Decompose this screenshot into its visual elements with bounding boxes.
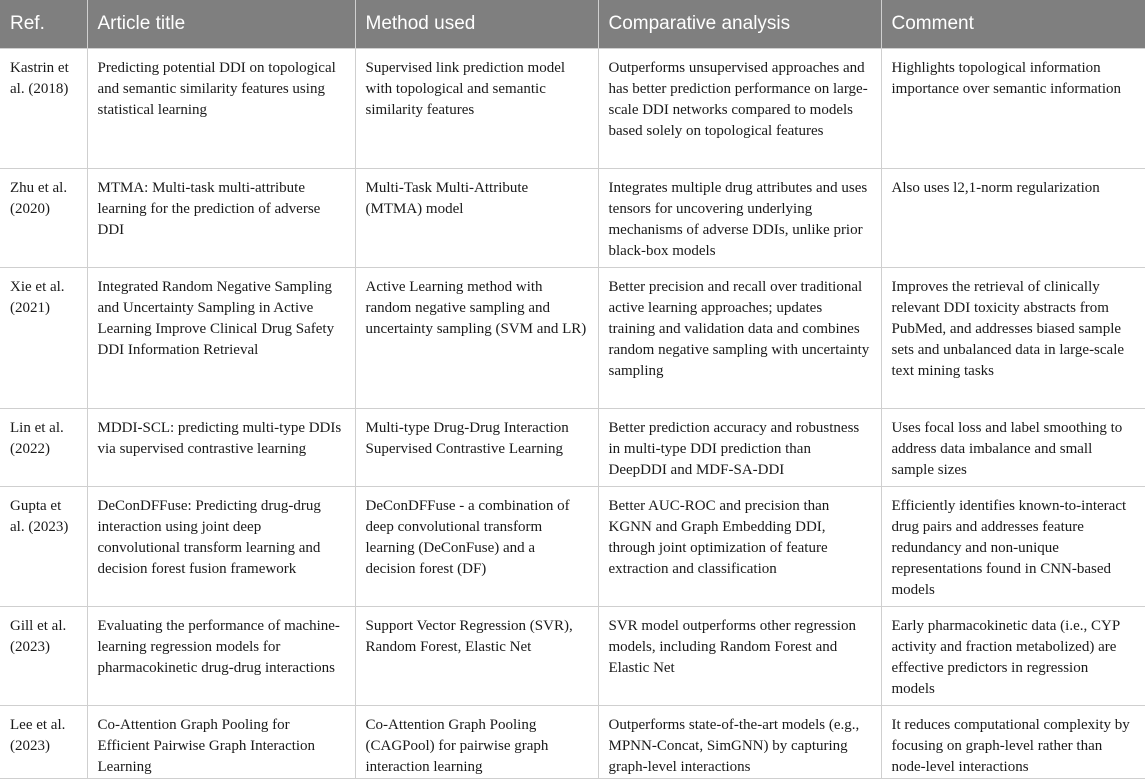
cell-comment: Highlights topological information importance over semantic information: [881, 48, 1145, 168]
cell-method-used: DeConDFFuse - a combination of deep convolutional transform learning (DeConFuse) and a decision forest (DF): [355, 486, 598, 606]
cell-comparative-analysis: Outperforms state-of-the-art models (e.g., MPNN-Concat, SimGNN) by capturing graph-level interactions: [598, 705, 881, 778]
cell-ref: Lin et al. (2022): [0, 408, 87, 486]
cell-article-title: Co-Attention Graph Pooling for Efficient Pairwise Graph Interaction Learning: [87, 705, 355, 778]
cell-comparative-analysis: Better AUC-ROC and precision than KGNN and Graph Embedding DDI, through joint optimization of feature extraction and classification: [598, 486, 881, 606]
cell-ref: Zhu et al. (2020): [0, 168, 87, 267]
table-row: [0, 408, 1145, 486]
header-comparative-analysis: Comparative analysis: [598, 0, 881, 48]
cell-comment: Early pharmacokinetic data (i.e., CYP activity and fraction metabolized) are effective predictors in regression models: [881, 606, 1145, 705]
cell-method-used: Active Learning method with random negative sampling and uncertainty sampling (SVM and LR): [355, 267, 598, 408]
cell-method-used: Co-Attention Graph Pooling (CAGPool) for pairwise graph interaction learning: [355, 705, 598, 778]
cell-comparative-analysis: Integrates multiple drug attributes and uses tensors for uncovering underlying mechanisms of adverse DDIs, unlike prior black-box models: [598, 168, 881, 267]
cell-article-title: Evaluating the performance of machine-learning regression models for pharmacokinetic drug-drug interactions: [87, 606, 355, 705]
cell-ref: Gupta et al. (2023): [0, 486, 87, 606]
cell-article-title: Integrated Random Negative Sampling and Uncertainty Sampling in Active Learning Improve Clinical Drug Safety DDI Information Retrieval: [87, 267, 355, 408]
cell-method-used: Multi-Task Multi-Attribute (MTMA) model: [355, 168, 598, 267]
cell-comment: It reduces computational complexity by focusing on graph-level rather than node-level interactions: [881, 705, 1145, 778]
header-comment: Comment: [881, 0, 1145, 48]
cell-method-used: Multi-type Drug-Drug Interaction Supervised Contrastive Learning: [355, 408, 598, 486]
cell-ref: Xie et al. (2021): [0, 267, 87, 408]
table-row: [0, 486, 1145, 606]
cell-comment: Uses focal loss and label smoothing to address data imbalance and small sample sizes: [881, 408, 1145, 486]
cell-method-used: Supervised link prediction model with topological and semantic similarity features: [355, 48, 598, 168]
cell-ref: Kastrin et al. (2018): [0, 48, 87, 168]
cell-method-used: Support Vector Regression (SVR), Random Forest, Elastic Net: [355, 606, 598, 705]
cell-comment: Improves the retrieval of clinically relevant DDI toxicity abstracts from PubMed, and addresses biased sample sets and unbalanced data in large-scale text mining tasks: [881, 267, 1145, 408]
table-row: [0, 705, 1145, 778]
header-method-used: Method used: [355, 0, 598, 48]
table-row: [0, 606, 1145, 705]
table-row: [0, 48, 1145, 168]
cell-article-title: MTMA: Multi-task multi-attribute learning for the prediction of adverse DDI: [87, 168, 355, 267]
table-row: [0, 168, 1145, 267]
cell-comment: Efficiently identifies known-to-interact drug pairs and addresses feature redundancy and non-unique representations found in CNN-based models: [881, 486, 1145, 606]
header-article-title: Article title: [87, 0, 355, 48]
table-header: [0, 0, 1145, 48]
cell-comparative-analysis: Better prediction accuracy and robustness in multi-type DDI prediction than DeepDDI and MDF-SA-DDI: [598, 408, 881, 486]
cell-article-title: MDDI-SCL: predicting multi-type DDIs via supervised contrastive learning: [87, 408, 355, 486]
cell-comparative-analysis: SVR model outperforms other regression models, including Random Forest and Elastic Net: [598, 606, 881, 705]
cell-comparative-analysis: Better precision and recall over traditional active learning approaches; updates training and validation data and combines random negative sampling with uncertainty sampling: [598, 267, 881, 408]
cell-comment: Also uses l2,1-norm regularization: [881, 168, 1145, 267]
header-ref: Ref.: [0, 0, 87, 48]
cell-comparative-analysis: Outperforms unsupervised approaches and has better prediction performance on large-scale DDI networks compared to models based solely on topological features: [598, 48, 881, 168]
table-body: [0, 48, 1145, 778]
cell-article-title: DeConDFFuse: Predicting drug-drug interaction using joint deep convolutional transform learning and decision forest fusion framework: [87, 486, 355, 606]
cell-article-title: Predicting potential DDI on topological and semantic similarity features using statistical learning: [87, 48, 355, 168]
header-row: [0, 0, 1145, 48]
cell-ref: Gill et al. (2023): [0, 606, 87, 705]
cell-ref: Lee et al. (2023): [0, 705, 87, 778]
table-row: [0, 267, 1145, 408]
